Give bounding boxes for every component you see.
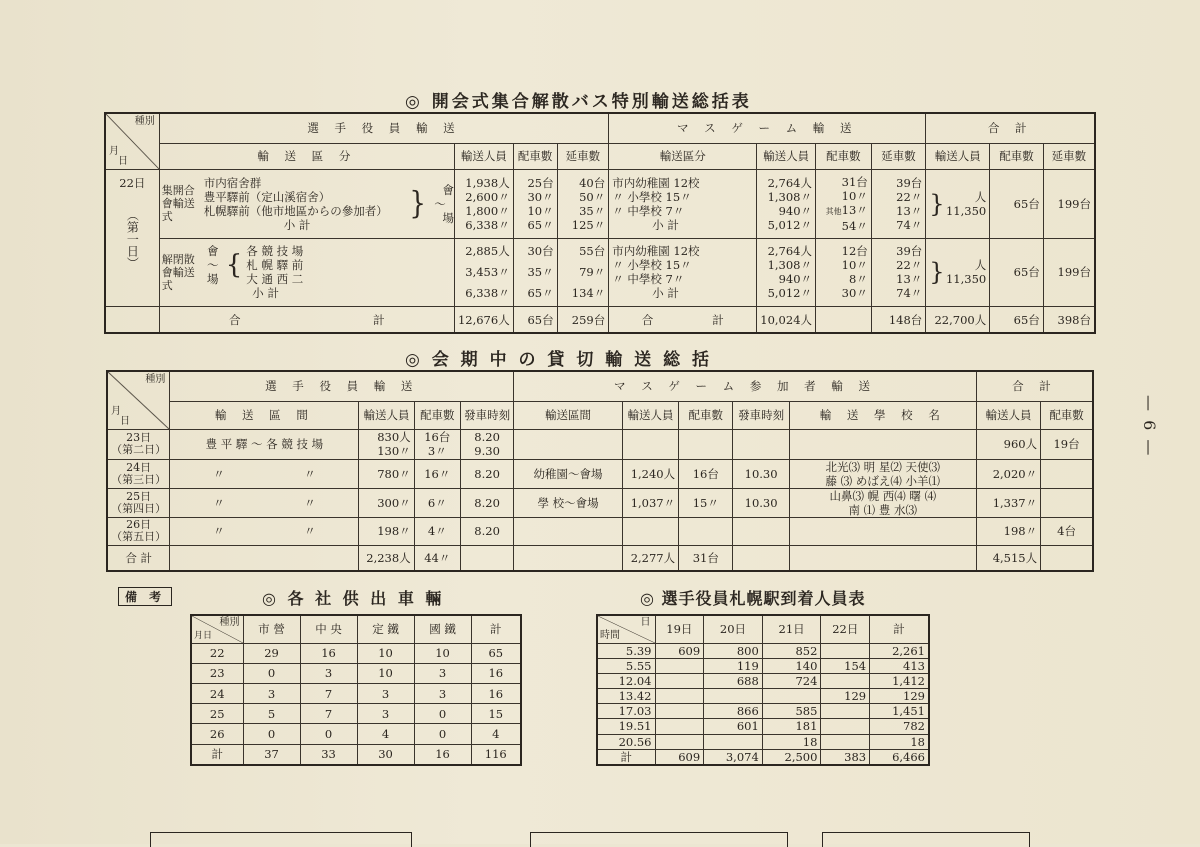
sum-mass-ext: 148台 — [871, 307, 926, 333]
t2-mass-header: マ ス ゲ ー ム 参 加 者 輸 送 — [514, 371, 977, 401]
table1-title: ◎ 開会式集合解散バス特別輸送総括表 — [405, 92, 752, 112]
table-row: 23 0 3 10 3 16 — [191, 663, 521, 683]
col-people3: 輸送人員 — [926, 143, 990, 169]
total-row: 計 37 33 30 16 116 — [191, 744, 521, 765]
vehicles-by-company-table: 種別 月日 市 營 中 央 定 鐵 國 鐵 計 22 29 16 10 10 65 23 0 3 10 3 16 24 3 7 3 3 16 25 5 7 3 0 15 26 0 0 4 0 4 計 37 33 30 16 116 — [190, 614, 522, 766]
total-row: 計 609 3,074 2,500 383 6,466 — [597, 749, 929, 765]
col-cars2: 配車數 — [816, 143, 872, 169]
sum-label: 合 計 — [159, 307, 454, 333]
sum-total-ext: 398台 — [1043, 307, 1095, 333]
total-section-header: 合 計 — [926, 113, 1095, 143]
day-cell: 22日 （第一日） — [105, 170, 159, 307]
r1-mass-cars: 31台 10〃 其他13〃 54〃 — [816, 170, 872, 239]
corner-header2: 種別 月 日 — [107, 371, 170, 429]
r1-total-ext: 199台 — [1043, 170, 1095, 239]
r2-mass-ext: 39台 22〃 13〃 74〃 — [871, 238, 926, 307]
col-cars: 配車數 — [513, 143, 557, 169]
col-section: 輸 送 區 分 — [159, 143, 454, 169]
sum-ext: 259台 — [557, 307, 609, 333]
mass-game-section-header: マ ス ゲ ー ム 輸 送 — [609, 113, 926, 143]
next-table-edge-1 — [150, 832, 412, 847]
r2-total-ext: 199台 — [1043, 238, 1095, 307]
table-row: 25 5 7 3 0 15 — [191, 704, 521, 724]
total-row: 合 計 2,238人 44〃 2,277人 31台 4,515人 — [107, 545, 1093, 571]
t2-players-header: 選 手 役 員 輸 送 — [170, 371, 514, 401]
r2-ext: 55台 79〃 134〃 — [557, 238, 609, 307]
table2-title: ◎ 会 期 中 の 貸 切 輸 送 総 括 — [405, 350, 713, 370]
r1-total-people: } 人 11,350 — [926, 170, 990, 239]
table-row: 24日 （第三日） 〃 〃 780〃 16〃 8.20 幼稚園～會場 1,240人 16台 10.30 北光⑶ 明 星⑵ 天使⑶ 藤 ⑶ めばえ⑷ 小羊⑴ 2,020〃 — [107, 459, 1093, 488]
r1-cars: 25台 30〃 10〃 65〃 — [513, 170, 557, 239]
sum-mass-label: 合 計 — [609, 307, 757, 333]
sum-total-people: 22,700人 — [926, 307, 990, 333]
table-row: 26 0 0 4 0 4 — [191, 724, 521, 744]
arrivals-table: 日 時間 19日 20日 21日 22日 計 5.39 609 800 852 2,261 5.55 119 140 154 413 12.04 688 724 1,412 13.42 129 129 17.03 866 585 1,451 19.51 601 181 782 20.56 18 18 計 609 3,074 2,500 383 6,466 — [596, 614, 930, 766]
table-row: 23日 （第二日） 豊 平 驛 ～ 各 競 技 場 830人 130〃 16台 3〃 8.20 9.30 960人 19台 — [107, 429, 1093, 459]
corner-header: 種別 月 日 — [105, 113, 159, 170]
table-row: 13.42 129 129 — [597, 689, 929, 704]
sum-mass-people: 10,024人 — [757, 307, 816, 333]
r1-ext: 40台 50〃 35〃 125〃 — [557, 170, 609, 239]
charter-transport-table: 種別 月 日 選 手 役 員 輸 送 マ ス ゲ ー ム 参 加 者 輸 送 合 計 輸 送 區 間 輸送人員 配車數 發車時刻 輸送區間 輸送人員 配車數 發車時刻 輸 送 學 校 名 輸送人員 配車數 23日 （第二日） 豊 平 驛 ～ 各 競 技 場 830人 130〃 16台 3〃 8.20 9.30 960人 19台 24日 （第三日） 〃 〃 780〃 16〃 8.20 幼稚園～會場 1,240人 16台 10.30 北光⑶ 明 星⑵ 天使⑶ 藤 ⑶ めばえ⑷ 小羊⑴ 2,020〃 25日 （第四日） 〃 〃 300〃 6〃 8.20 學 校～會場 1,037〃 15〃 10.30 山鼻⑶ 幌 西⑷ 曙 ⑷ 南 ⑴ 豊 水⑶ 1,337〃 26日 （第五日） 〃 〃 198〃 4〃 8.20 198〃 4台 合 計 2,238人 44〃 2,277人 31台 4,515人 — [106, 370, 1094, 572]
r2-cars: 30台 35〃 65〃 — [513, 238, 557, 307]
next-table-edge-3 — [822, 832, 1030, 847]
table-row: 5.39 609 800 852 2,261 — [597, 643, 929, 658]
sum-cars: 65台 — [513, 307, 557, 333]
sum-people: 12,676人 — [454, 307, 513, 333]
school-list-1: 北光⑶ 明 星⑵ 天使⑶ 藤 ⑶ めばえ⑷ 小羊⑴ — [789, 459, 976, 488]
sum-total-cars: 65台 — [990, 307, 1044, 333]
r1-mass-ext: 39台 22〃 13〃 74〃 — [871, 170, 926, 239]
col-people: 輸送人員 — [454, 143, 513, 169]
page-number: — 6 — — [1140, 395, 1159, 458]
opening-ceremony-bus-table — [104, 112, 1096, 334]
table-row: 17.03 866 585 1,451 — [597, 704, 929, 719]
table-row: 12.04 688 724 1,412 — [597, 673, 929, 688]
r2-total-cars: 65台 — [990, 238, 1044, 307]
table-row: 5.55 119 140 154 413 — [597, 658, 929, 673]
t2-total-header: 合 計 — [976, 371, 1093, 401]
next-table-edge-2 — [530, 832, 788, 847]
table-row: 19.51 601 181 782 — [597, 719, 929, 734]
col-cars3: 配車數 — [990, 143, 1044, 169]
gathering-routes: 集開合會輸送式 市内宿舍群 豊平驛前（定山溪宿舍） 札幌驛前（他市地區からの參加者） 小 計 } 會 ～ 場 — [159, 170, 454, 239]
table-row: 25日 （第四日） 〃 〃 300〃 6〃 8.20 學 校～會場 1,037〃 15〃 10.30 山鼻⑶ 幌 西⑷ 曙 ⑷ 南 ⑴ 豊 水⑶ 1,337〃 — [107, 488, 1093, 517]
table-row: 26日 （第五日） 〃 〃 198〃 4〃 8.20 198〃 4台 — [107, 517, 1093, 545]
r2-mass-routes: 市内幼稚園 12校 〃 小學校 15〃 〃 中學校 7〃 小 計 — [609, 238, 757, 307]
r2-mass-people: 2,764人 1,308〃 940〃 5,012〃 — [757, 238, 816, 307]
r2-people: 2,885人 3,453〃 6,338〃 — [454, 238, 513, 307]
col-section2: 輸送區分 — [609, 143, 757, 169]
dispersal-routes: 解閉散會輸送式 會 ～ 場 { 各 競 技 場 札 幌 驛 前 大 通 西 二 小 計 — [159, 238, 454, 307]
remark-label: 備 考 — [118, 587, 172, 606]
table-row: 24 3 7 3 3 16 — [191, 683, 521, 703]
table4-title: ◎ 選手役員札幌駅到着人員表 — [640, 589, 866, 608]
r2-total-people: } 人 11,350 — [926, 238, 990, 307]
r2-mass-cars: 12台 10〃 8〃 30〃 — [816, 238, 872, 307]
r1-mass-routes: 市内幼稚園 12校 〃 小學校 15〃 〃 中學校 7〃 小 計 — [609, 170, 757, 239]
table3-title: ◎ 各 社 供 出 車 輛 — [262, 589, 445, 608]
players-section-header: 選 手 役 員 輸 送 — [159, 113, 608, 143]
r1-mass-people: 2,764人 1,308〃 940〃 5,012〃 — [757, 170, 816, 239]
school-list-2: 山鼻⑶ 幌 西⑷ 曙 ⑷ 南 ⑴ 豊 水⑶ — [789, 488, 976, 517]
col-people2: 輸送人員 — [757, 143, 816, 169]
table-row: 20.56 18 18 — [597, 734, 929, 749]
table-row: 22 29 16 10 10 65 — [191, 643, 521, 663]
r1-people: 1,938人 2,600〃 1,800〃 6,338〃 — [454, 170, 513, 239]
col-ext2: 延車數 — [871, 143, 926, 169]
col-ext: 延車數 — [557, 143, 609, 169]
col-ext3: 延車數 — [1043, 143, 1095, 169]
r1-total-cars: 65台 — [990, 170, 1044, 239]
